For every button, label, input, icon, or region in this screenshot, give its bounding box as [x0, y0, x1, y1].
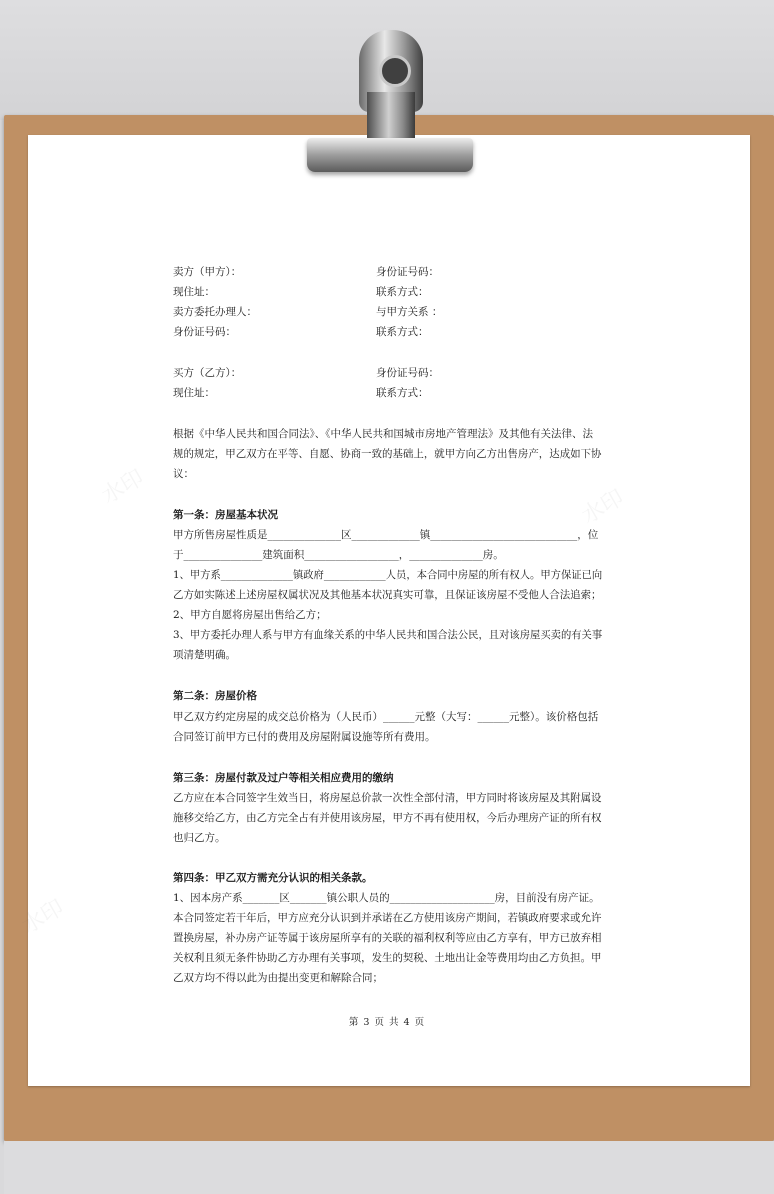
seller-contact-label: 联系方式：	[376, 286, 429, 298]
article-1-line: 3、甲方委托办理人系与甲方有血缘关系的中华人民共和国合法公民，且对该房屋买卖的有关事	[173, 629, 603, 641]
article-2-line: 合同签订前甲方已付的费用及房屋附属设施等所有费用。	[173, 731, 436, 743]
intro-line: 根据《中华人民共和国合同法》、《中华人民共和国城市房地产管理法》及其他有关法律、法	[173, 428, 593, 440]
agent-contact-label: 联系方式：	[376, 326, 429, 338]
article-2-title: 第二条：房屋价格	[173, 690, 257, 702]
article-4-line: 置换房屋，补办房产证等属于该房屋所享有的关联的福利权利等应由乙方享有，甲方已放弃相	[173, 932, 602, 944]
buyer-id-label: 身份证号码：	[376, 367, 439, 379]
article-3-title: 第三条：房屋付款及过户等相关相应费用的缴纳	[173, 772, 394, 784]
article-4-line: 1、因本房产系_______区_______镇公职人员的____________________房，目前没有房产证。	[173, 892, 600, 904]
buyer-address-label: 现住址：	[173, 387, 215, 399]
article-1-line: 2、甲方自愿将房屋出售给乙方；	[173, 609, 327, 621]
intro-line: 议：	[173, 468, 194, 480]
article-1-line: 项清楚明确。	[173, 649, 236, 661]
agent-id-label: 身份证号码：	[173, 326, 236, 338]
article-1-line: 1、甲方系______________镇政府____________人员，本合同中房屋的所有权人。甲方保证已向	[173, 569, 603, 581]
article-2-line: 甲乙双方约定房屋的成交总价格为（人民币）______元整（大写：______元整）。该价格包括	[173, 711, 599, 723]
watermark: 水印	[17, 895, 69, 940]
article-4-title: 第四条：甲乙双方需充分认识的相关条款。	[173, 872, 373, 884]
seller-id-label: 身份证号码：	[376, 266, 439, 278]
agent-relation-label: 与甲方关系 ：	[376, 306, 443, 318]
agent-label: 卖方委托办理人：	[173, 306, 257, 318]
article-1-line: 于_______________建筑面积__________________，______________房。	[173, 549, 504, 561]
article-1-title: 第一条：房屋基本状况	[173, 509, 278, 521]
seller-address-label: 现住址：	[173, 286, 215, 298]
article-1-line: 乙方如实陈述上述房屋权属状况及其他基本状况真实可靠，且保证该房屋不受他人合法追索；	[173, 589, 602, 601]
article-4-line: 乙双方均不得以此为由提出变更和解除合同；	[173, 972, 383, 984]
article-3-line: 也归乙方。	[173, 832, 226, 844]
article-3-line: 乙方应在本合同签字生效当日，将房屋总价款一次性全部付清，甲方同时将该房屋及其附属设	[173, 792, 602, 804]
watermark: 水印	[577, 485, 629, 530]
article-4-line: 本合同签定若干年后，甲方应充分认识到并承诺在乙方使用该房产期间，若镇政府要求或允许	[173, 912, 602, 924]
page-number: 第 3 页 共 4 页	[348, 1017, 426, 1028]
buyer-contact-label: 联系方式：	[376, 387, 429, 399]
article-1-line: 甲方所售房屋性质是______________区_____________镇____________________________，位	[173, 529, 599, 541]
intro-line: 规的规定，甲乙双方在平等、自愿、协商一致的基础上，就甲方向乙方出售房产，达成如下协	[173, 448, 602, 460]
article-4-line: 关权利且须无条件协助乙方办理有关事项，发生的契税、土地出让金等费用均由乙方负担。甲	[173, 952, 602, 964]
watermark: 水印	[97, 465, 149, 510]
seller-label: 卖方（甲方）：	[173, 266, 242, 278]
article-3-line: 施移交给乙方，由乙方完全占有并使用该房屋，甲方不再有使用权，今后办理房产证的所有权	[173, 812, 602, 824]
buyer-label: 买方（乙方）：	[173, 367, 242, 379]
